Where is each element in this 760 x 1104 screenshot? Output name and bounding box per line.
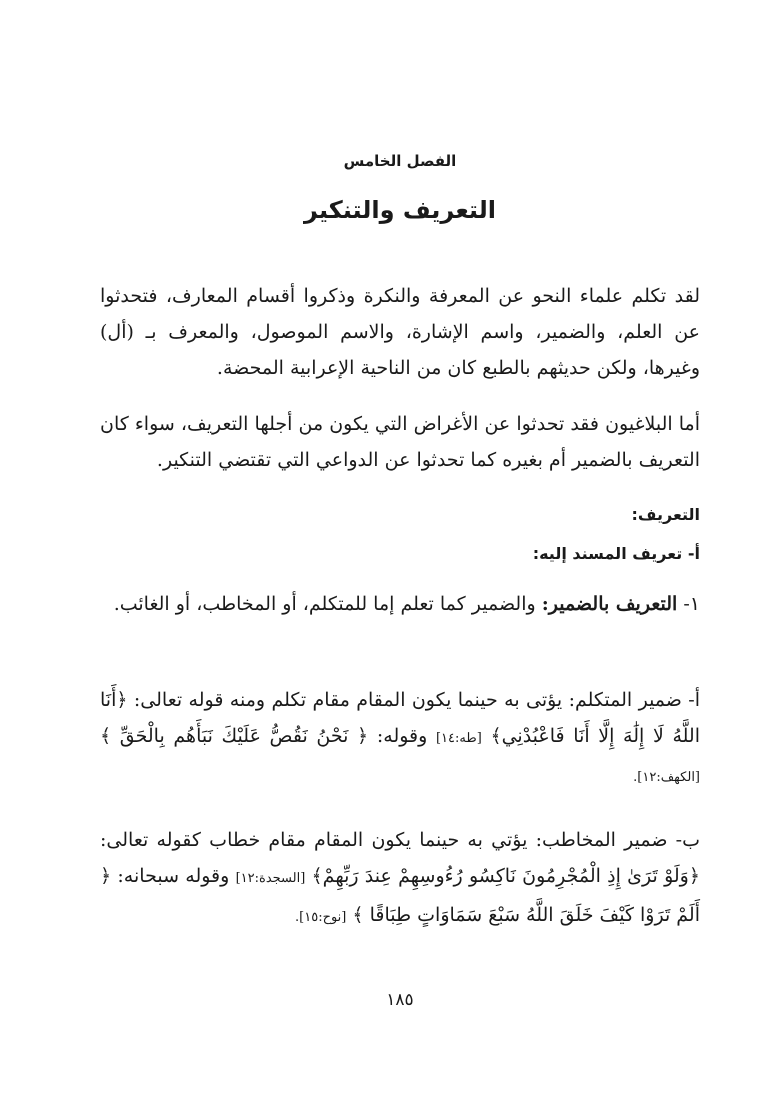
- chapter-title: التعريف والتنكير: [304, 196, 496, 224]
- intro-paragraph: لقد تكلم علماء النحو عن المعرفة والنكرة وذكروا أقسام المعارف، فتحدثوا عن العلم، والضمير، واسم الإشارة، والاسم الموصول، والمعرف بـ (أل) وغيرها، ولكن حديثهم بالطبع كان من الناحية الإعرابية المحضة.: [100, 285, 700, 379]
- first-person-paragraph: [100, 682, 700, 796]
- verse-sajda: ﴿وَلَوْ تَرَىٰ إِذِ الْمُجْرِمُونَ نَاكِسُو رُءُوسِهِمْ عِندَ رَبِّهِمْ﴾: [311, 865, 700, 887]
- verse-taha: ﴿أَنَا اللَّهُ لَا إِلَٰهَ إِلَّا أَنَا فَاعْبُدْنِي﴾: [100, 689, 700, 747]
- ref-taha: [طه:١٤]: [435, 731, 482, 746]
- ref-nuh: [نوح:١٥].: [295, 910, 347, 925]
- verse-kahf: ﴿ نَحْنُ نَقُصُّ عَلَيْكَ نَبَأَهُم بِالْحَقِّ ﴾: [100, 725, 369, 747]
- page-number: ١٨٥: [386, 990, 414, 1010]
- section-text: والضمير كما تعلم إما للمتكلم، أو المخاطب، أو الغائب.: [113, 593, 536, 615]
- chapter-label: الفصل الخامس: [343, 152, 457, 170]
- ref-kahf: [الكهف:١٢].: [633, 770, 700, 785]
- item-a-intro: أ- ضمير المتكلم: يؤتى به حينما يكون المقام مقام تكلم ومنه قوله تعالى:: [133, 689, 700, 711]
- verse-nuh: ﴿ أَلَمْ تَرَوْا كَيْفَ خَلَقَ اللَّهُ سَبْعَ سَمَاوَاتٍ طِبَاقًا ﴾: [100, 865, 700, 926]
- second-person-paragraph: [100, 822, 700, 936]
- section-number: ١-: [683, 593, 700, 615]
- subsection-heading-musnad: أ- تعريف المسند إليه:: [532, 544, 700, 563]
- section-term: التعريف بالضمير:: [541, 593, 678, 615]
- balagha-paragraph: أما البلاغيون فقد تحدثوا عن الأغراض التي يكون من أجلها التعريف، سواء كان التعريف بالضمير أم بغيره كما تحدثوا عن الدواعي التي تقتضي التنكير.: [100, 413, 700, 471]
- ref-sajda: [السجدة:١٢]: [235, 871, 306, 886]
- item-a-connector: وقوله:: [376, 725, 428, 747]
- section-heading-tarif: التعريف:: [631, 505, 700, 524]
- book-page: [100, 0, 700, 1104]
- item-b-connector: وقوله سبحانه:: [117, 865, 230, 887]
- item-b-intro: ب- ضمير المخاطب: يؤتي به حينما يكون المقام مقام خطاب كقوله تعالى:: [100, 829, 700, 851]
- pronoun-definition-paragraph: [100, 586, 700, 622]
